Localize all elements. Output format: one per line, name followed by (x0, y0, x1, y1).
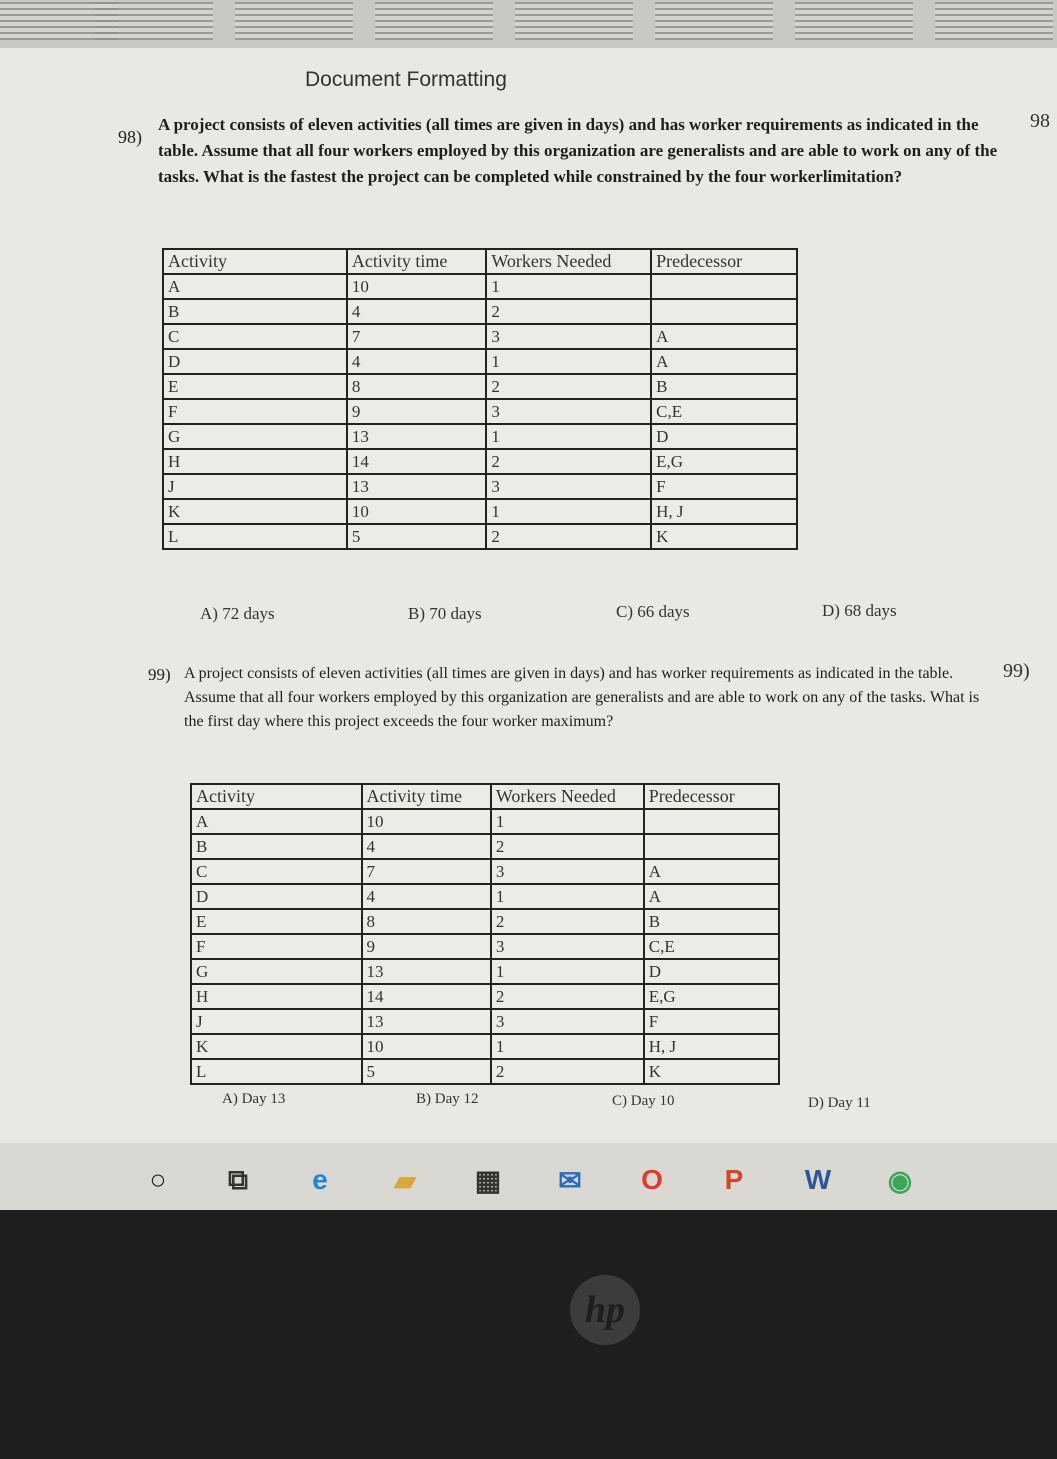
table-cell: E (163, 374, 347, 399)
table-row (163, 424, 797, 449)
table-cell: C,E (651, 399, 797, 424)
mail-icon[interactable]: ✉ (558, 1164, 582, 1196)
table-row (191, 884, 779, 909)
table-cell: 3 (486, 474, 651, 499)
table-cell: H (163, 449, 347, 474)
table-cell: G (163, 424, 347, 449)
table-cell: 3 (491, 859, 644, 884)
table-cell: 13 (362, 1009, 491, 1034)
column-header: Workers Needed (486, 249, 651, 274)
table-cell: D (651, 424, 797, 449)
table-cell: 13 (347, 474, 486, 499)
table-cell: K (191, 1034, 362, 1059)
question-99-side-number: 99) (1003, 660, 1030, 682)
table-cell: F (651, 474, 797, 499)
table-cell: H (191, 984, 362, 1009)
ribbon-style-thumb[interactable] (935, 2, 1053, 40)
table-cell: A (651, 349, 797, 374)
table-cell: B (644, 909, 779, 934)
table-cell: 4 (347, 349, 486, 374)
table-cell: G (191, 959, 362, 984)
table-cell: L (163, 524, 347, 549)
table-cell (651, 274, 797, 299)
ribbon-style-thumb[interactable] (375, 2, 493, 40)
table-cell: 4 (362, 884, 491, 909)
table-cell: B (163, 299, 347, 324)
table-cell: C (191, 859, 362, 884)
table-cell: F (191, 934, 362, 959)
ribbon-style-thumb[interactable] (795, 2, 913, 40)
table-cell: C (163, 324, 347, 349)
table-cell: B (191, 834, 362, 859)
hp-logo: hp (570, 1275, 640, 1345)
table-cell: A (651, 324, 797, 349)
table-cell: 10 (362, 809, 491, 834)
table-cell: 1 (491, 1034, 644, 1059)
ribbon-toolbar (0, 0, 1057, 48)
table-cell (644, 834, 779, 859)
table-cell: 2 (491, 1059, 644, 1084)
table-cell: H, J (644, 1034, 779, 1059)
table-cell: L (191, 1059, 362, 1084)
column-header: Activity time (362, 784, 491, 809)
table-header-row (163, 249, 797, 274)
table-cell: 3 (486, 399, 651, 424)
table-cell: 1 (491, 884, 644, 909)
table-cell: 10 (347, 274, 486, 299)
column-header: Predecessor (644, 784, 779, 809)
table-header-row (191, 784, 779, 809)
ribbon-style-thumb[interactable] (95, 2, 213, 40)
table-cell: 14 (362, 984, 491, 1009)
table-cell: 14 (347, 449, 486, 474)
question-99-number: 99) (148, 665, 171, 684)
q99-option-a[interactable]: A) Day 13 (222, 1091, 286, 1107)
table-cell: 3 (486, 324, 651, 349)
table-row (163, 499, 797, 524)
table-cell: A (644, 884, 779, 909)
table-cell: 4 (362, 834, 491, 859)
table-row (191, 1059, 779, 1084)
table-cell: 13 (347, 424, 486, 449)
table-row (163, 324, 797, 349)
column-header: Predecessor (651, 249, 797, 274)
q99-option-c[interactable]: C) Day 10 (612, 1093, 675, 1109)
table-cell: D (191, 884, 362, 909)
ribbon-style-thumb[interactable] (655, 2, 773, 40)
table-row (163, 474, 797, 499)
table-cell: A (191, 809, 362, 834)
table-row (163, 524, 797, 549)
table-cell: J (191, 1009, 362, 1034)
table-cell: 1 (486, 274, 651, 299)
table-cell: K (644, 1059, 779, 1084)
table-cell: 8 (347, 374, 486, 399)
table-cell: 7 (347, 324, 486, 349)
word-icon[interactable]: W (804, 1164, 832, 1195)
table-row (191, 984, 779, 1009)
task-view-icon[interactable]: ⧉ (228, 1163, 248, 1195)
laptop-bezel (0, 1210, 1057, 1459)
table-row (191, 959, 779, 984)
table-cell: 3 (491, 934, 644, 959)
activity-table-98 (162, 248, 798, 550)
table-cell: 2 (491, 909, 644, 934)
table-cell: F (163, 399, 347, 424)
table-row (163, 449, 797, 474)
table-cell (651, 299, 797, 324)
table-cell: 8 (362, 909, 491, 934)
table-cell: A (163, 274, 347, 299)
table-cell: 10 (362, 1034, 491, 1059)
question-98-side-number: 98 (1030, 110, 1050, 132)
table-cell: 1 (486, 349, 651, 374)
column-header: Activity (191, 784, 362, 809)
table-cell: E,G (651, 449, 797, 474)
question-99-text: A project consists of eleven activities (all times are given in days) and has worker requirements as indicated in the table. Assume that all four workers employed by this organization are generalists and are able to work on any of the tasks. What is the first day where this project exceeds the four worker maximum? (184, 665, 980, 730)
table-cell: 1 (491, 959, 644, 984)
q98-option-d[interactable]: D) 68 days (822, 601, 897, 620)
table-cell: 2 (486, 374, 651, 399)
table-cell (644, 809, 779, 834)
table-row (163, 299, 797, 324)
table-row (163, 349, 797, 374)
table-cell: E (191, 909, 362, 934)
table-cell: 9 (347, 399, 486, 424)
table-row (191, 859, 779, 884)
chrome-icon[interactable]: ◉ (887, 1164, 913, 1196)
table-cell: C,E (644, 934, 779, 959)
table-row (191, 1034, 779, 1059)
table-cell: 2 (486, 449, 651, 474)
q98-option-b[interactable]: B) 70 days (408, 604, 482, 623)
table-cell: K (651, 524, 797, 549)
table-cell: 2 (491, 834, 644, 859)
table-cell: D (163, 349, 347, 374)
table-cell: B (651, 374, 797, 399)
table-cell: 1 (486, 499, 651, 524)
q98-option-c[interactable]: C) 66 days (616, 602, 690, 621)
file-explorer-icon[interactable]: ▰ (394, 1164, 416, 1196)
table-cell: 1 (486, 424, 651, 449)
powerpoint-icon[interactable]: P (724, 1164, 744, 1195)
table-cell: 5 (362, 1059, 491, 1084)
table-row (191, 909, 779, 934)
table-cell: 5 (347, 524, 486, 549)
table-cell: 1 (491, 809, 644, 834)
table-cell: 7 (362, 859, 491, 884)
q99-option-d[interactable]: D) Day 11 (808, 1095, 871, 1111)
table-cell: H, J (651, 499, 797, 524)
q98-option-a[interactable]: A) 72 days (200, 604, 275, 623)
activity-table-99 (190, 783, 780, 1085)
table-cell: 2 (486, 299, 651, 324)
table-cell: A (644, 859, 779, 884)
column-header: Activity time (347, 249, 486, 274)
windows-taskbar (0, 1143, 1057, 1215)
opera-icon[interactable]: O (641, 1164, 663, 1195)
table-cell: 2 (491, 984, 644, 1009)
table-cell: F (644, 1009, 779, 1034)
table-row (163, 274, 797, 299)
table-cell: D (644, 959, 779, 984)
table-cell: 13 (362, 959, 491, 984)
edge-icon[interactable]: e (312, 1164, 328, 1195)
table-row (163, 374, 797, 399)
table-cell: 3 (491, 1009, 644, 1034)
column-header: Activity (163, 249, 347, 274)
table-cell: 9 (362, 934, 491, 959)
ribbon-style-thumb[interactable] (515, 2, 633, 40)
table-cell: E,G (644, 984, 779, 1009)
cortana-icon[interactable]: ○ (149, 1164, 167, 1195)
table-row (191, 809, 779, 834)
column-header: Workers Needed (491, 784, 644, 809)
table-cell: 10 (347, 499, 486, 524)
table-row (191, 1009, 779, 1034)
question-98-text: A project consists of eleven activities (all times are given in days) and has worker requirements as indicated in the table. Assume that all four workers employed by this organization are generalists and are able to work on any of the tasks. What is the fastest the project can be completed while constrained by the four workerlimitation? (158, 115, 998, 186)
ribbon-style-thumb[interactable] (235, 2, 353, 40)
page-title: Document Formatting (305, 68, 507, 91)
table-cell: 2 (486, 524, 651, 549)
store-icon[interactable]: ▦ (474, 1164, 502, 1196)
table-row (191, 834, 779, 859)
q99-option-b[interactable]: B) Day 12 (416, 1091, 479, 1107)
question-98-number: 98) (118, 127, 142, 147)
table-row (191, 934, 779, 959)
table-cell: J (163, 474, 347, 499)
table-row (163, 399, 797, 424)
table-cell: 4 (347, 299, 486, 324)
table-cell: K (163, 499, 347, 524)
